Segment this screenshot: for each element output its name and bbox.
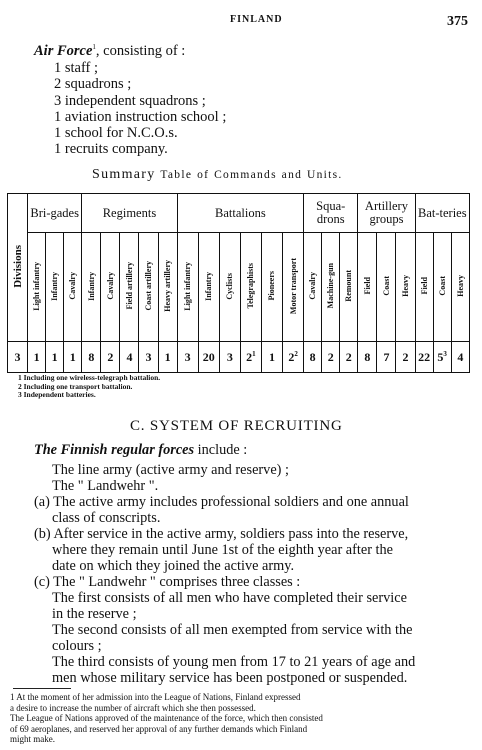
recruiting-line: in the reserve ; [52, 606, 137, 622]
table-cell: 20 [198, 342, 219, 373]
column-header: Telegraphists [240, 233, 261, 342]
air-force-item: 1 recruits company. [54, 141, 168, 158]
air-force-intro-rest: , consisting of : [95, 43, 186, 59]
air-force-title: Air Force [34, 43, 93, 59]
column-header: Infantry [46, 233, 64, 342]
recruiting-line: colours ; [52, 638, 102, 654]
recruiting-line: (b) After service in the active army, soldiers pass into the reserve, [34, 526, 409, 542]
column-header: Light infantry [177, 233, 198, 342]
column-header: Coast artillery [139, 233, 158, 342]
column-header: Cavalry [64, 233, 82, 342]
air-force-item: 1 staff ; [54, 60, 99, 76]
divisions-header: Divisions [8, 194, 28, 342]
table-cell: 2 [340, 342, 358, 373]
table-cell: 1 [261, 342, 282, 373]
table-cell: 8 [82, 342, 101, 373]
column-header: Heavy artillery [158, 233, 177, 342]
column-header: Coast [377, 233, 396, 342]
recruiting-line: (c) The " Landwehr " comprises three classes : [34, 574, 301, 590]
recruiting-line: The " Landwehr ". [52, 478, 159, 494]
table-cell: 3 [219, 342, 240, 373]
column-header: Motor transport [283, 233, 304, 342]
table-cell: 1 [46, 342, 64, 373]
column-header: Field artillery [120, 233, 139, 342]
footnote-line: 1 At the moment of her admission into the League of Nations, Finland expressed [10, 692, 301, 702]
table-cell: 2 [396, 342, 415, 373]
air-force-intro [34, 43, 185, 60]
column-header: Heavy [451, 233, 469, 342]
table-row [8, 342, 470, 373]
column-header: Cavalry [304, 233, 322, 342]
table-cell: 7 [377, 342, 396, 373]
column-header: Machine-gun [322, 233, 340, 342]
recruiting-line: where they remain until June 1st of the eighth year after the [52, 542, 394, 558]
footnote-rule [13, 688, 71, 689]
table-cell: 1 [158, 342, 177, 373]
recruiting-line: The line army (active army and reserve) ; [52, 462, 289, 478]
table-cell: 22 [415, 342, 433, 373]
table-cell: 4 [120, 342, 139, 373]
column-header: Cyclists [219, 233, 240, 342]
air-force-item: 1 school for N.C.O.s. [54, 125, 178, 142]
column-header: Pioneers [261, 233, 282, 342]
table-footnote: 1 Including one wireless-telegraph battalion. [18, 373, 161, 382]
section-heading: C. SYSTEM OF RECRUITING [130, 418, 343, 434]
air-force-item: 3 independent squadrons ; [54, 92, 206, 109]
table-cell: $2^1$ [240, 342, 261, 373]
table-footnote: 3 Independent batteries. [18, 390, 96, 399]
air-force-item: 1 aviation instruction school ; [54, 108, 227, 125]
recruiting-line: The second consists of all men exempted from service with the [52, 622, 413, 638]
page-number: 375 [447, 14, 468, 29]
air-force-list [54, 60, 226, 158]
column-header: Remount [340, 233, 358, 342]
group-header-brigades: Bri-gades [28, 194, 82, 233]
air-force-item: 2 squadrons ; [54, 76, 132, 93]
table-cell: 8 [358, 342, 377, 373]
column-header: Cavalry [101, 233, 120, 342]
column-header: Field [358, 233, 377, 342]
column-header: Field [415, 233, 433, 342]
footnote-line: of 69 aeroplanes, and reserved her approval of any further demands which Finland [10, 723, 308, 734]
table-cell: 2 [322, 342, 340, 373]
table-cell: 8 [304, 342, 322, 373]
footnote-line: The League of Nations approved of the maintenance of the force, which then consisted [10, 713, 323, 723]
table-cell: $5^3$ [433, 342, 451, 373]
column-header: Coast [433, 233, 451, 342]
recruiting-line: The third consists of young men from 17 to 21 years of age and [52, 654, 416, 670]
air-force-note-ref: 1 [92, 43, 96, 52]
table-cell: 3 [139, 342, 158, 373]
group-header-batteries: Bat-teries [415, 194, 469, 233]
table-cell: $2^2$ [283, 342, 304, 373]
recruiting-line: men whose military service has been postponed or suspended. [52, 670, 408, 686]
group-header-squadrons: Squa-drons [304, 194, 358, 233]
table-cell: 1 [28, 342, 46, 373]
column-header: Infantry [82, 233, 101, 342]
summary-table [7, 193, 470, 373]
running-title: FINLAND [230, 14, 283, 25]
footnote-line: a desire to increase the number of aircraft which she then possessed. [10, 702, 256, 713]
recruiting-line: class of conscripts. [52, 510, 161, 526]
footnote-line: might make. [10, 734, 55, 744]
recruiting-lead: The Finnish regular forces include : [34, 442, 248, 458]
table-cell: 3 [8, 342, 28, 373]
table-footnote: 2 Including one transport battalion. [18, 381, 133, 391]
note-ref: 2 [294, 349, 298, 358]
column-header: Heavy [396, 233, 415, 342]
recruiting-line: (a) The active army includes professional soldiers and one annual [34, 494, 409, 510]
table-cell: 4 [451, 342, 469, 373]
column-header: Infantry [198, 233, 219, 342]
summary-table-title: Summary Table of Commands and Units. [92, 167, 343, 182]
recruiting-line: date on which they joined the active army. [52, 558, 295, 574]
table-cell: 3 [177, 342, 198, 373]
table-cell: 2 [101, 342, 120, 373]
group-header-battalions: Battalions [177, 194, 304, 233]
recruiting-line: The first consists of all men who have completed their service [52, 590, 407, 606]
note-ref: 1 [252, 349, 256, 358]
group-header-regiments: Regiments [82, 194, 177, 233]
group-header-artillery-groups: Artillery groups [358, 194, 415, 233]
note-ref: 3 [443, 349, 447, 358]
table-cell: 1 [64, 342, 82, 373]
column-header: Light infantry [28, 233, 46, 342]
page-footnote [10, 692, 323, 745]
table-footnotes [18, 374, 160, 400]
